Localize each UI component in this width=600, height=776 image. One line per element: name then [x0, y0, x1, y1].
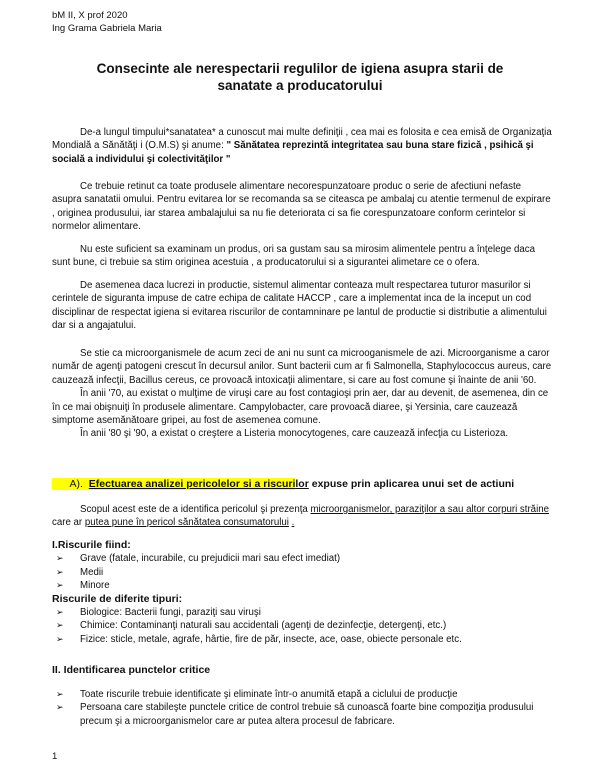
risk-types-heading: I.Riscurile fiind: — [52, 539, 131, 551]
list-item: ➢ Persoana care stabileşte punctele critice de control trebuie să cunoască foarte bine compoziţia produsului precum şi a microorganismelor care ar putea altera procesul de fabricare. — [56, 702, 534, 727]
page-number: 1 — [52, 751, 58, 762]
page-title — [60, 60, 540, 94]
header-line-1: bM II, X prof 2020 — [52, 10, 128, 21]
list-item: ➢ Fizice: sticle, metale, agrafe, hârtie, fire de păr, insecte, ace, oase, obiecte personale etc. — [56, 633, 462, 645]
risk-list-block — [52, 539, 552, 646]
arrow-bullet-icon: ➢ — [56, 566, 64, 577]
title-line-2: sanatate a producatorului — [217, 78, 383, 93]
paragraph-afectiuni — [52, 180, 552, 234]
paragraph-text: Ce trebuie retinut ca toate produsele alimentare necorespunzatoare produc o serie de afectiuni nefaste asupra sanatatii omului. Pentru evitarea lor se recomanda sa se citeasca pe ambalaj cu atentie termenul de expirare , originea produsului, iar starea ambalajului sa nu fie deteriorata ci sa fie corespunzatoare conform cerintelor si normelor alimentare. — [52, 181, 551, 233]
paragraph-origine — [52, 243, 552, 270]
paragraph-microorganisme — [52, 347, 552, 441]
arrow-bullet-icon: ➢ — [56, 607, 64, 618]
paragraph-text: De asemenea daca lucrezi in productie, sistemul alimentar conteaza mult respectarea tuturor masurilor si cerintele de siguranta impuse de catre echipa de calitate HACCP , care a implementat inca de la inceput un cod disciplinar de respectat igiena si evitarea riscurilor de contamninare pe lantul de productie si distributie a alimentului dar si a angajatului. — [52, 280, 547, 332]
paragraph-text: Nu este suficient sa examinam un produs, ori sa gustam sau sa mirosim alimentele pentru a înţelege daca sunt bune, ci trebuie sa stim originea acestuia , a producatorului si a sigurantei alimetare ce o ofera. — [52, 244, 536, 269]
list-item: ➢ Grave (fatale, incurabile, cu prejudicii mari sau efect imediat) — [56, 553, 341, 565]
risk-type-list — [52, 606, 552, 646]
paragraph-text: În anii '70, au existat o mulţime de viruşi care au fost contagioşi prin aer, dar au devenit, de asemenea, din ce în ce mai obişnuiţi în produsele alimentare. Campylobacter, care provoacă diaree, şi Yersinia, care cauzează simptome asemănătoare gripei, au fost de asemenea comune. — [52, 388, 549, 427]
arrow-bullet-icon: ➢ — [56, 580, 64, 591]
arrow-bullet-icon: ➢ — [56, 553, 64, 564]
paragraph-text: În anii '80 şi '90, a existat o creştere a Listeria monocytogenes, care cauzează infecţia cu Listerioza. — [80, 428, 509, 440]
critical-points-block — [52, 688, 552, 728]
section-ii-heading: II. Identificarea punctelor critice — [52, 664, 211, 676]
document-header — [52, 9, 162, 35]
critical-points-list — [52, 688, 552, 728]
risk-types-heading-2: Riscurile de diferite tipuri: — [52, 592, 183, 605]
paragraph-scop: Scopul acest este de a identifica pericolul şi prezenţa microorganismelor, paraziţilor a sau altor corpuri străine care ar putea pune în pericol sănătatea consumatorului . — [52, 504, 550, 529]
arrow-bullet-icon: ➢ — [56, 620, 64, 631]
paragraph-haccp — [52, 279, 552, 333]
list-item: ➢ Biologice: Bacterii fungi, paraziţi sau viruşi — [56, 607, 261, 619]
risk-severity-list — [52, 552, 552, 592]
paragraph-definition — [52, 126, 552, 166]
arrow-bullet-icon: ➢ — [56, 633, 64, 644]
section-a-heading: A). Efectuarea analizei pericolelor si a riscurilor expuse prin aplicarea unui set de actiuni — [52, 477, 552, 491]
title-line-1: Consecinte ale nerespectarii regulilor de igiena asupra starii de — [96, 61, 504, 76]
arrow-bullet-icon: ➢ — [56, 689, 64, 699]
who-definition-quote: " Sănătatea reprezintă integritatea sau buna stare fizică , psihică şi socială a individului şi colectivităţilor " — [52, 140, 534, 165]
header-line-2: Ing Grama Gabriela Maria — [52, 23, 162, 34]
list-item: ➢ Chimice: Contaminanţi naturali sau accidentali (agenţi de dezinfecţie, detergenţi, etc.) — [56, 620, 447, 632]
list-item: ➢ Minore — [56, 580, 110, 592]
list-item: ➢ Medii — [56, 566, 104, 578]
list-item: ➢ Toate riscurile trebuie identificate şi eliminate într-o anumită etapă a ciclului de producţie — [56, 689, 458, 700]
paragraph-text: De-a lungul timpului*sanatatea* a cunoscut mai multe definiţii , cea mai es folosita e cea emisă de Organizaţia Mondială a Sănătăţi i (O.M.S) şi anume: — [52, 127, 552, 152]
arrow-bullet-icon: ➢ — [56, 702, 64, 713]
paragraph-text: Se stie ca microorganismele de acum zeci de ani nu sunt ca microoganismele de azi. Microorganisme a caror număr de agenţi patogeni crescut în decursul anilor. Sunt bacterii cum ar fi Salmonella, Staphylococcus aureus, care cauzează infecţii, Bacillus cereus, ce provoacă intoxicaţii alimentare, si care au fost comune şi înainte de anii '60. — [52, 348, 552, 386]
